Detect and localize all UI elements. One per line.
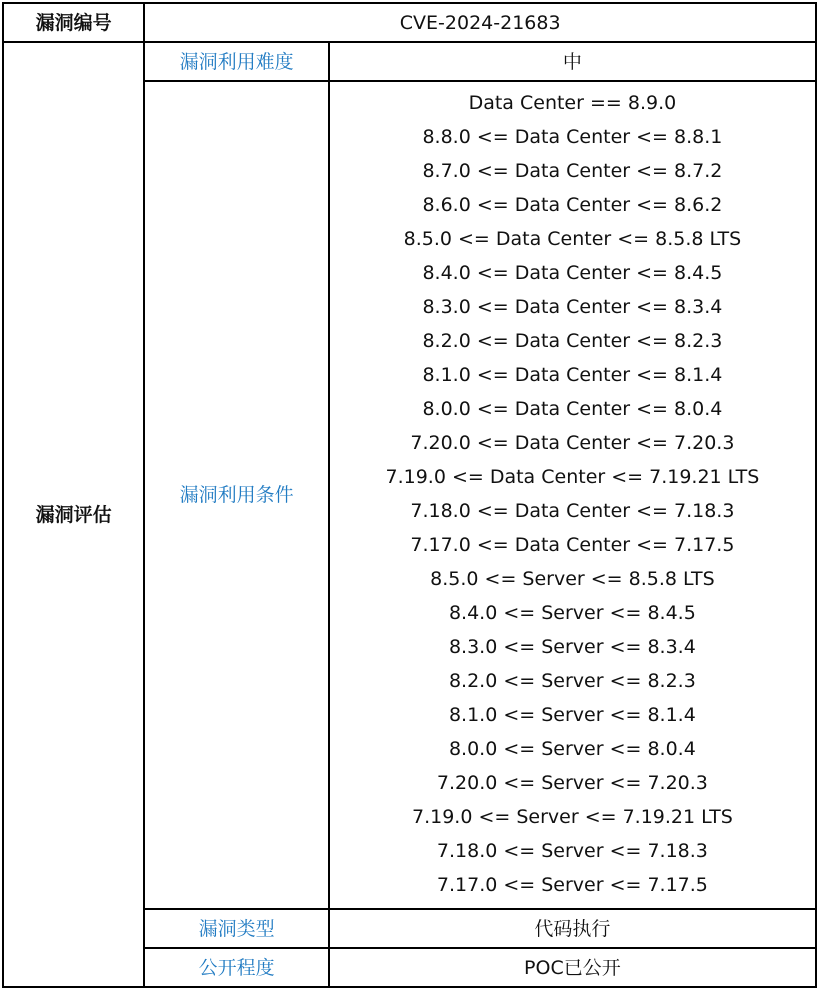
affected-version-item: 7.19.0 <= Data Center <= 7.19.21 LTS xyxy=(385,466,760,488)
disclosure-label: 公开程度 xyxy=(144,948,328,987)
vuln-id-value: CVE-2024-21683 xyxy=(144,3,816,42)
vuln-id-label: 漏洞编号 xyxy=(3,3,144,42)
affected-version-item: 8.0.0 <= Server <= 8.0.4 xyxy=(448,738,696,760)
affected-version-item: 7.17.0 <= Data Center <= 7.17.5 xyxy=(410,534,735,556)
affected-version-item: 8.2.0 <= Data Center <= 8.2.3 xyxy=(422,330,723,352)
difficulty-value: 中 xyxy=(329,42,816,81)
affected-version-item: 7.18.0 <= Server <= 7.18.3 xyxy=(436,840,708,862)
vuln-id-row xyxy=(3,3,816,42)
affected-version-item: 8.1.0 <= Server <= 8.1.4 xyxy=(448,704,696,726)
affected-version-item: 8.3.0 <= Data Center <= 8.3.4 xyxy=(422,296,723,318)
affected-version-item: 8.7.0 <= Data Center <= 8.7.2 xyxy=(422,160,723,182)
affected-version-item: 7.20.0 <= Server <= 7.20.3 xyxy=(436,772,708,794)
affected-version-item: 8.1.0 <= Data Center <= 8.1.4 xyxy=(422,364,723,386)
affected-version-item: 8.5.0 <= Data Center <= 8.5.8 LTS xyxy=(403,228,742,250)
affected-version-item: 7.19.0 <= Server <= 7.19.21 LTS xyxy=(412,806,733,828)
affected-version-item: 8.8.0 <= Data Center <= 8.8.1 xyxy=(422,126,723,148)
difficulty-row xyxy=(3,42,816,81)
difficulty-label: 漏洞利用难度 xyxy=(144,42,328,81)
conditions-label: 漏洞利用条件 xyxy=(144,81,328,909)
affected-version-item: 8.0.0 <= Data Center <= 8.0.4 xyxy=(422,398,723,420)
affected-version-item: 8.5.0 <= Server <= 8.5.8 LTS xyxy=(430,568,715,590)
type-value: 代码执行 xyxy=(329,909,816,948)
affected-version-item: 7.20.0 <= Data Center <= 7.20.3 xyxy=(410,432,735,454)
affected-version-item: 7.18.0 <= Data Center <= 7.18.3 xyxy=(410,500,735,522)
affected-version-item: Data Center == 8.9.0 xyxy=(468,92,677,114)
affected-version-item: 7.17.0 <= Server <= 7.17.5 xyxy=(436,874,708,896)
disclosure-value: POC已公开 xyxy=(329,948,816,987)
affected-version-item: 8.4.0 <= Data Center <= 8.4.5 xyxy=(422,262,723,284)
vulnerability-table xyxy=(2,2,817,988)
assessment-label: 漏洞评估 xyxy=(3,42,144,987)
affected-version-item: 8.4.0 <= Server <= 8.4.5 xyxy=(448,602,696,624)
affected-version-item: 8.6.0 <= Data Center <= 8.6.2 xyxy=(422,194,723,216)
affected-version-item: 8.2.0 <= Server <= 8.2.3 xyxy=(448,670,696,692)
affected-versions-list xyxy=(329,81,816,909)
affected-version-item: 8.3.0 <= Server <= 8.3.4 xyxy=(448,636,696,658)
type-label: 漏洞类型 xyxy=(144,909,328,948)
